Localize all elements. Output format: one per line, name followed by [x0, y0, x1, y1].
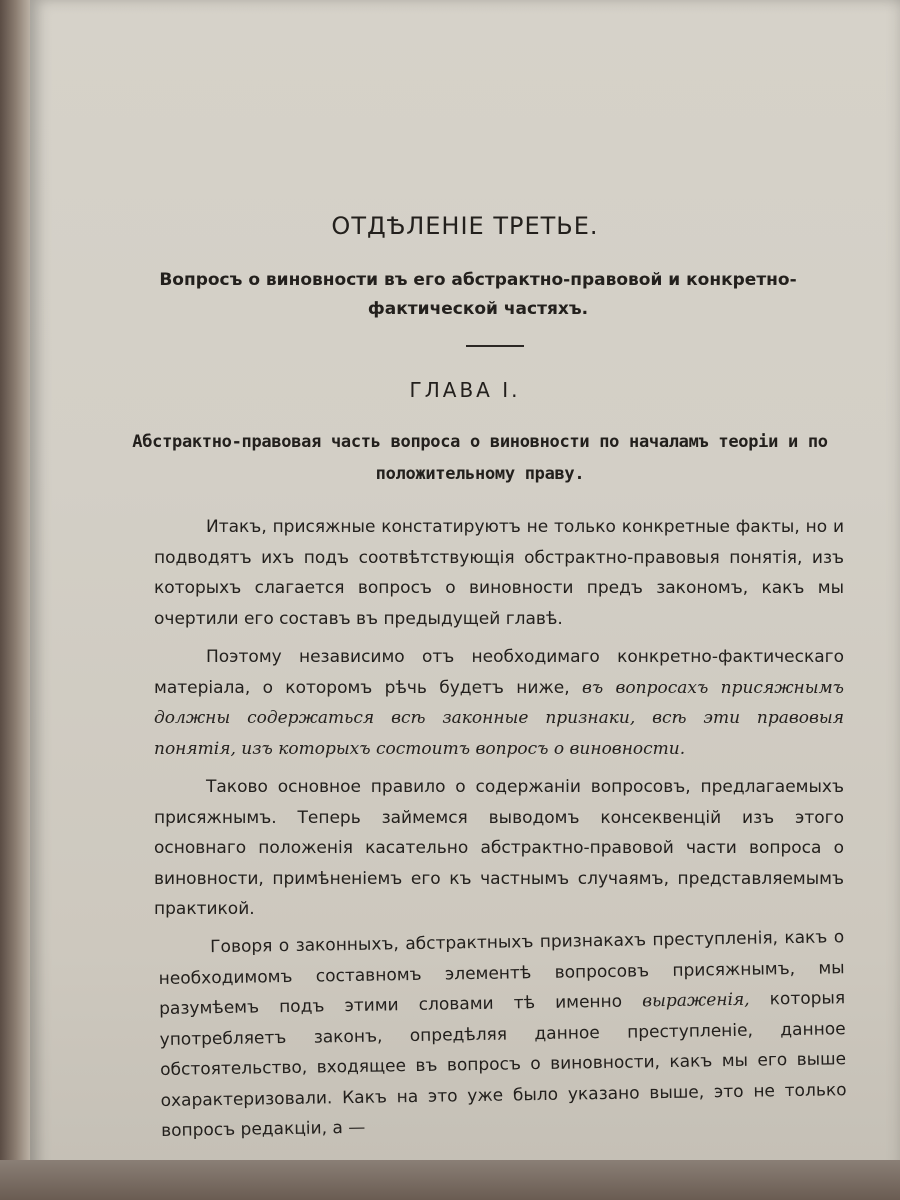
section-title: ОТДѢЛЕНІЕ ТРЕТЬЕ.: [331, 212, 599, 240]
divider-rule: [466, 345, 524, 347]
chapter-subtitle: Абстрактно-правовая часть вопроса о виновности по началамъ теоріи и по положительному праву.: [132, 432, 828, 484]
book-edge-bottom: [0, 1160, 900, 1200]
book-binding-left: [0, 0, 34, 1200]
paragraph-4-lead: Говоря о законныхъ, абстрактныхъ признакахъ преступленія, какъ о необходимомъ составномъ элементѣ вопросовъ присяжнымъ, мы разумѣемъ подъ этими словами тѣ именно: [158, 926, 845, 1019]
paragraph-4: [158, 922, 847, 1146]
paragraph-3: Таково основное правило о содержаніи вопросовъ, предлагаемыхъ присяжнымъ. Теперь займемся выводомъ консеквенцій изъ этого основнаго положенія касательно абстрактно-правовой части вопроса о виновности, примѣненіемъ его къ частнымъ случаямъ, представляемымъ практикой.: [154, 777, 844, 919]
section-subtitle: Вопросъ о виновности въ его абстрактно-правовой и конкретно-фактической частяхъ.: [159, 270, 797, 319]
paragraph-4-italic: выраженія,: [642, 989, 750, 1011]
paragraph-1: Итакъ, присяжные констатируютъ не только конкретные факты, но и подводятъ ихъ подъ соотвѣтствующія обстрактно-правовыя понятія, изъ которыхъ слагается вопросъ о виновности предъ закономъ, какъ мы очертили его составъ въ предыдущей главѣ.: [154, 517, 844, 629]
paragraph-2-lead: Поэтому независимо отъ необходимаго конкретно-фактическаго матеріала, о которомъ рѣчь будетъ ниже,: [154, 647, 844, 698]
body-text: [154, 512, 847, 1154]
book-page: [30, 0, 900, 1188]
paragraph-2-italic: въ вопросахъ присяжнымъ должны содержаться всѣ законные признаки, всѣ эти правовыя понятія, изъ которыхъ состоитъ вопросъ о виновности.: [154, 677, 844, 759]
chapter-title: ГЛАВА I.: [409, 378, 521, 402]
paragraph-2: [154, 642, 844, 764]
paragraph-4-tail: которыя употребляетъ законъ, опредѣляя данное преступленіе, данное обстоятельство, входящее въ вопросъ о виновности, какъ мы его выше охарактеризовали. Какъ на это уже было указано выше, это не только вопросъ редакціи, а —: [159, 987, 847, 1141]
